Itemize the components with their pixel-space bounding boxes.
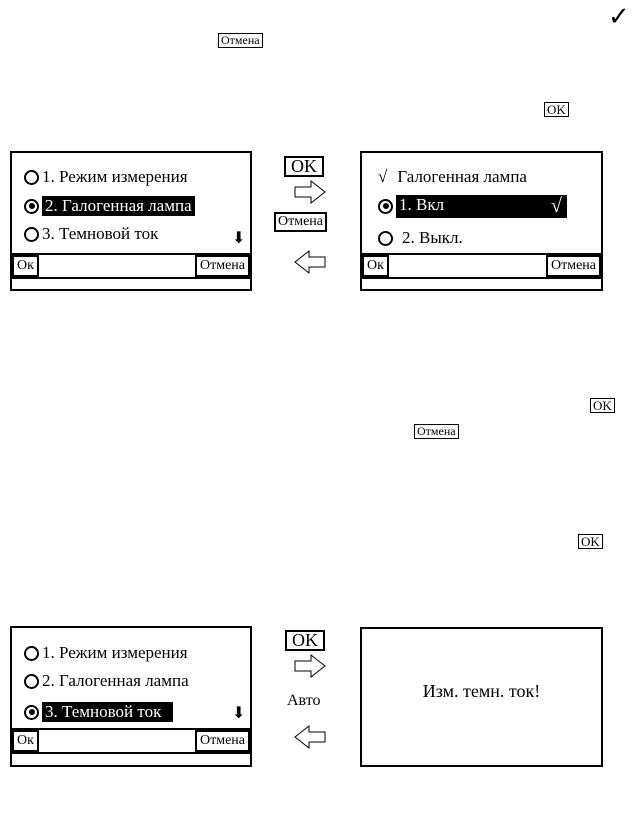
- menu-item-label: 2. Галогенная лампа: [42, 196, 195, 216]
- arrow-left-icon: [293, 724, 327, 750]
- menu-item-halogen-lamp[interactable]: [24, 670, 189, 692]
- ok-label-1: OK: [544, 102, 569, 117]
- menu-item-measure-mode[interactable]: [24, 166, 188, 188]
- softkey-ok[interactable]: Ок: [12, 730, 39, 752]
- ok-button[interactable]: OK: [284, 156, 324, 177]
- cancel-label-1: Отмена: [218, 33, 263, 48]
- menu-item-dark-current[interactable]: [24, 223, 158, 245]
- ok-button[interactable]: OK: [285, 630, 325, 651]
- ok-label-2: OK: [590, 398, 615, 413]
- cancel-label-2: Отмена: [414, 424, 459, 439]
- scroll-down-icon: ⬇: [232, 703, 246, 722]
- selected-check-icon: √: [551, 194, 562, 217]
- radio-selected-icon: [24, 705, 39, 720]
- checkmark-icon: ✓: [608, 2, 630, 31]
- title-check-icon: √: [378, 167, 388, 186]
- submenu-item-off[interactable]: [378, 227, 463, 249]
- radio-icon: [24, 170, 39, 185]
- softkey-bar: [12, 728, 250, 754]
- dark-current-screen: [360, 627, 603, 767]
- softkey-ok[interactable]: Ок: [362, 255, 389, 277]
- softkey-bar: [362, 253, 601, 279]
- submenu-item-on-label: 1. Вкл: [399, 194, 445, 214]
- arrow-right-icon: [293, 179, 327, 205]
- menu-item-label: 1. Режим измерения: [42, 167, 188, 186]
- menu-item-measure-mode[interactable]: [24, 642, 188, 664]
- softkey-cancel[interactable]: Отмена: [195, 730, 250, 752]
- radio-selected-icon: [378, 199, 393, 214]
- arrow-left-icon: [293, 249, 327, 275]
- submenu-title-label: Галогенная лампа: [397, 167, 527, 186]
- cancel-button[interactable]: Отмена: [274, 212, 327, 232]
- submenu-item-on[interactable]: [378, 195, 567, 217]
- menu-item-dark-current[interactable]: [24, 701, 173, 723]
- menu-item-label: 3. Темновой ток: [42, 224, 159, 243]
- menu-item-label: 2. Галогенная лампа: [42, 671, 189, 690]
- softkey-cancel[interactable]: Отмена: [546, 255, 601, 277]
- scroll-down-icon: ⬇: [232, 228, 246, 247]
- softkey-cancel[interactable]: Отмена: [195, 255, 250, 277]
- auto-label: Авто: [287, 692, 321, 709]
- menu-screen-2: [10, 626, 252, 767]
- softkey-ok[interactable]: Ок: [12, 255, 39, 277]
- submenu-title: [378, 166, 527, 188]
- submenu-item-label: [396, 195, 567, 218]
- status-message: Изм. темн. ток!: [422, 681, 541, 701]
- softkey-bar: [12, 253, 250, 279]
- radio-icon: [24, 674, 39, 689]
- radio-selected-icon: [24, 199, 39, 214]
- ok-label-3: OK: [578, 534, 603, 549]
- menu-screen-1: [10, 151, 252, 291]
- radio-icon: [378, 231, 393, 246]
- submenu-item-label: 2. Выкл.: [402, 228, 463, 247]
- menu-item-label: 3. Темновой ток: [42, 702, 173, 722]
- menu-item-label: 1. Режим измерения: [42, 643, 188, 662]
- radio-icon: [24, 227, 39, 242]
- radio-icon: [24, 646, 39, 661]
- menu-item-halogen-lamp[interactable]: [24, 195, 195, 217]
- arrow-right-icon: [293, 653, 327, 679]
- submenu-screen-halogen: [360, 151, 603, 291]
